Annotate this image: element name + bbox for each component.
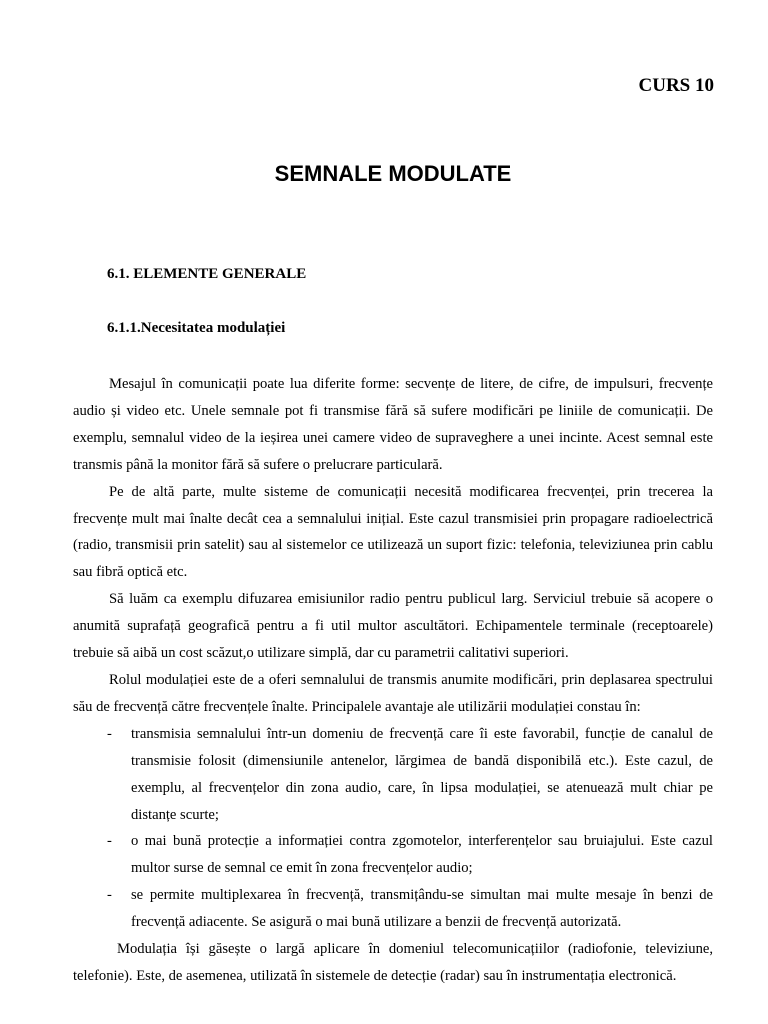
body-text xyxy=(73,371,713,990)
advantages-list xyxy=(73,721,713,936)
paragraph: Pe de altă parte, multe sisteme de comunicații necesită modificarea frecvenței, prin trecerea la frecvențe mult mai înalte decât cea a semnalului inițial. Este cazul transmisiei prin propagare radioelectrică (radio, transmisii prin satelit) sau al sistemelor ce utilizează un suport fizic: telefonia, televiziunea prin cablu sau fibră optică etc. xyxy=(73,483,713,581)
paragraph: Mesajul în comunicații poate lua diferite forme: secvențe de litere, de cifre, de impulsuri, frecvențe audio și video etc. Unele semnale pot fi transmise fără să sufere modificări pe liniile de comunicații. De exemplu, semnalul video de la ieșirea unei camere video de supraveghere a unei incinte. Acest semnal este transmis până la monitor fără să sufere o prelucrare particulară. xyxy=(73,376,713,473)
paragraph: Rolul modulației este de a oferi semnalului de transmis anumite modificări, prin deplasarea spectrului său de frecvență către frecvențele înalte. Principalele avantaje ale utilizării modulației constau în: xyxy=(73,671,713,715)
list-item xyxy=(73,721,713,829)
list-item-text: o mai bună protecție a informației contra zgomotelor, interferențelor sau bruiajului. Este cazul multor surse de semnal ce emit în zona frecvențelor audio; xyxy=(131,833,713,877)
subsection-heading: 6.1.1.Necesitatea modulației xyxy=(107,320,286,336)
list-dash: - xyxy=(107,725,112,742)
paragraph: Să luăm ca exemplu difuzarea emisiunilor radio pentru publicul larg. Serviciul trebuie să acopere o anumită suprafață geografică pentru a fi util multor ascultători. Echipamentele terminale (receptoarele) trebuie să aibă un cost scăzut,o utilizare simplă, dar cu parametrii calitativi superiori. xyxy=(73,591,713,662)
list-item-text: se permite multiplexarea în frecvență, transmițându-se simultan mai multe mesaje în benzi de frecvență adiacente. Se asigură o mai bună utilizare a benzii de frecvență autorizată. xyxy=(131,887,713,931)
page-title: SEMNALE MODULATE xyxy=(274,161,512,186)
paragraph: Modulația își găsește o largă aplicare în domeniul telecomunicațiilor (radiofonie, televiziune, telefonie). Este, de asemenea, utilizată în sistemele de detecție (radar) sau în instrumentația electronică. xyxy=(73,941,713,984)
list-item xyxy=(73,828,713,882)
course-label: CURS 10 xyxy=(638,75,714,96)
list-item xyxy=(73,882,713,936)
list-dash: - xyxy=(107,833,112,850)
section-heading: 6.1. ELEMENTE GENERALE xyxy=(107,266,307,282)
list-dash: - xyxy=(107,887,112,904)
list-item-text: transmisia semnalului într-un domeniu de frecvență care îi este favorabil, funcție de canalul de transmisie folosit (dimensiunile antenelor, lărgimea de bandă disponibilă etc.). Este cazul, de exemplu, al frecvențelor din zona audio, care, în lipsa modulației, se atenuează mult chiar pe distanțe scurte; xyxy=(131,725,713,823)
